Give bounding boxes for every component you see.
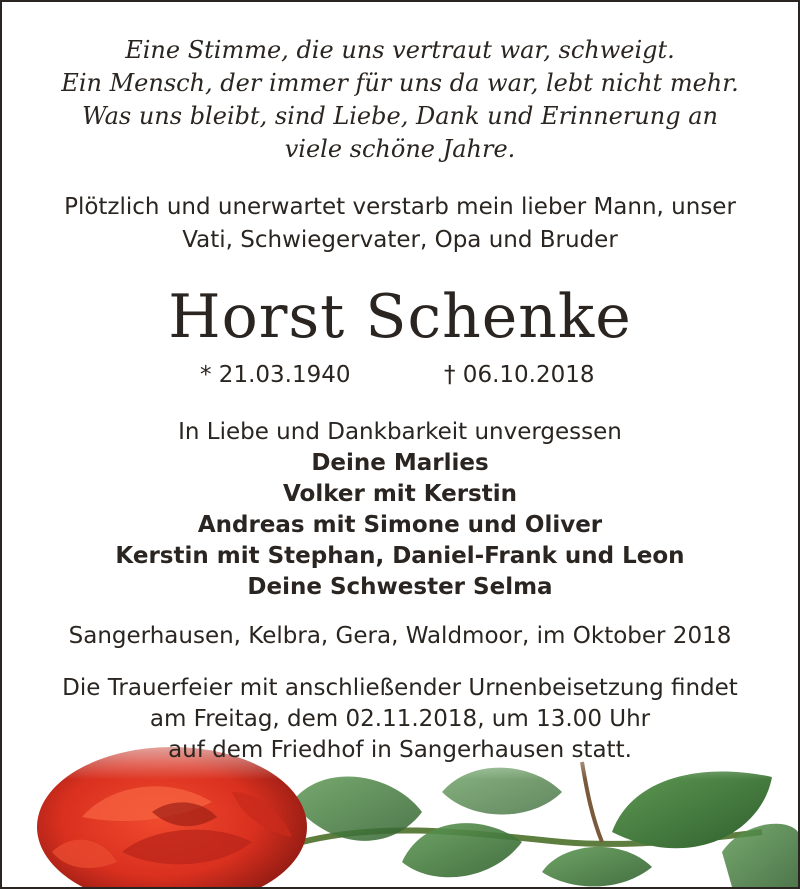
quote-line: Eine Stimme, die uns vertraut war, schweigt. — [125, 36, 675, 64]
birth-date: * 21.03.1940 — [200, 362, 351, 388]
death-announcement — [2, 191, 798, 257]
deceased-name: Horst Schenke — [168, 282, 632, 352]
quote-line: Ein Mensch, der immer für uns da war, lebt nicht mehr. — [61, 69, 739, 97]
quote-line: viele schöne Jahre. — [284, 135, 516, 163]
mourner-name: Volker mit Kerstin — [282, 481, 517, 507]
mourner-name: Andreas mit Simone und Oliver — [197, 512, 603, 538]
mourner-name: Kerstin mit Stephan, Daniel-Frank und Leon — [115, 543, 685, 569]
announcement-line: Vati, Schwiegervater, Opa und Bruder — [182, 227, 618, 253]
death-date: † 06.10.2018 — [444, 362, 595, 388]
service-line: am Freitag, dem 02.11.2018, um 13.00 Uhr — [149, 706, 651, 732]
place-and-date: Sangerhausen, Kelbra, Gera, Waldmoor, im Oktober 2018 — [68, 623, 732, 649]
service-line: auf dem Friedhof in Sangerhausen statt. — [168, 737, 632, 763]
mourner-name: Deine Marlies — [311, 450, 489, 476]
service-line: Die Trauerfeier mit anschließender Urnenbeisetzung findet — [62, 675, 738, 701]
quote-line: Was uns bleibt, sind Liebe, Dank und Erinnerung an — [82, 102, 718, 130]
announcement-line: Plötzlich und unerwartet verstarb mein lieber Mann, unser — [64, 194, 736, 220]
mourners-list — [2, 417, 798, 603]
funeral-service-info — [2, 673, 798, 766]
mourners-intro: In Liebe und Dankbarkeit unvergessen — [178, 419, 622, 445]
mourner-name: Deine Schwester Selma — [247, 574, 553, 600]
memorial-quote — [2, 34, 798, 166]
